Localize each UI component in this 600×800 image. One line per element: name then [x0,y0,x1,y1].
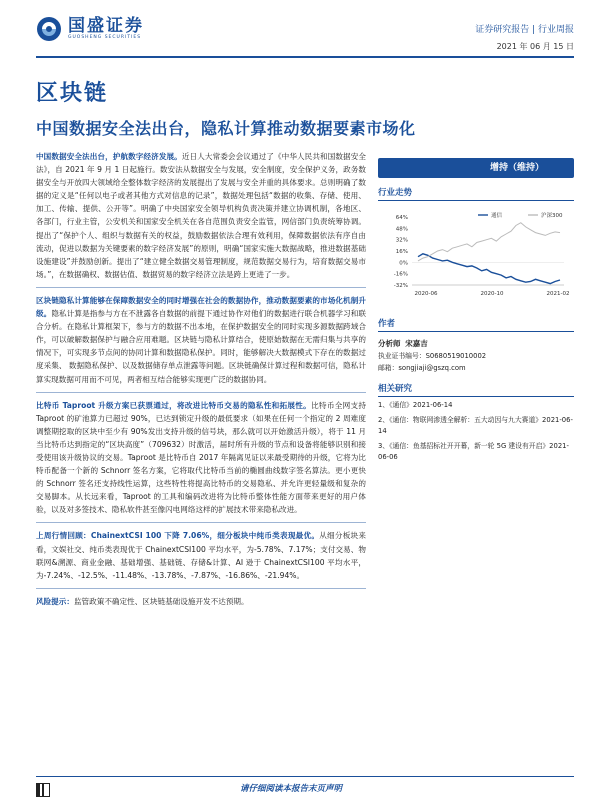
y-tick-label: 32% [395,237,408,244]
footer-divider [36,776,574,777]
related-item[interactable]: 3、《通信：鱼基招标社开开幕，新一轮 5G 建设有开启》2021-06-06 [378,441,569,461]
report-type: 证券研究报告 | 行业周报 [475,25,574,35]
header-divider [36,56,574,58]
trend-chart-svg [378,209,574,301]
paragraph-body: 比特币全网支持 Taproot 的矿池算力已超过 90%，已达到锁定升级的最低要求（如果在任何一个指定的 2 周难度调整期挖取的区块中至少有 90%发出支持升级的信号块，那么就可以开始激活升级），将于 11 月当比特币达到指定的“区块高度”（709632）时激活，届时所有升级的节点和设备将能够识别和接受使用该升级协议的交易。Taproot 是比特币自 2017 年隔离见证以来最受期待的升级，它将为比特币配备一个新的 Schnorr 签名方案，它将取代比特币当前的椭圆曲线数字签名算法。更小更快的 Schnorr 签名还支持线性运算，这些特性将提高比特币的交易隐私、并允许更轻量级和复杂的交易脚本。从长远来看，Taproot 的工具和编码改进将为比特币整体性能方面带来更好的用户体验，以及对多签技术、隐私软件甚至像闪电网络这样的扩展技术带来隐私改进。 [36,400,366,515]
paragraph-lead: 区块链隐私计算能够在保障数据安全的同时增强在社会的数据协作，推动数据要素的市场化机制升级。 [36,295,366,319]
trend-chart [378,209,574,301]
paragraph-risk [36,595,366,608]
page-header [0,0,600,58]
paragraph-taproot [36,399,366,517]
paragraph-body: 近日人大常委会会议通过了《中华人民共和国数据安全法》，自 2021 年 9 月 1 日起施行。数安法从数据安全与发展，安全制度，安全保护义务，政务数据安全与开放四大领域给全整体数字经济的发展提出了发展与安全并重的具体要求。总则明确了数据的定义是“任何以电子或者其他方式对信息的记录”，数据处理包括“数据的收集、存储、使用、加工、传输、提供、公开等”。明确了中央国家安全领导机构负责决策并建立协调机制，各地区、各部门，行业主管，公安机关和国家安全机关在各自范围负责安全监管，网信部门负责统筹协调。提出了“保护个人、组织与数据有关的权益，鼓励数据依法合理有效利用，保障数据依法有序自由流动，促进以数据为关键要素的数字经济发展”的原则，明确“国家实施大数据战略，推进数据基础设施建设”并鼓励创新。提出了“建立健全数据交易管理制度，规范数据交易行为，培育数据交易市场。”，在数据确权、数据估值、数据贸易的数字经济立法是跨上更进了一步。 [36,152,367,279]
legend-label: 通信 [491,213,503,219]
report-title: 中国数据安全法出台，隐私计算推动数据要素市场化 [36,119,416,138]
rating-badge: 增持（维持） [378,158,574,178]
related-section-title: 相关研究 [378,382,574,397]
analyst-label: 分析师 [378,339,401,348]
divider [36,522,366,523]
analyst-line [378,338,574,350]
related-item[interactable]: 2、《通信：物联网渗透全解析：五大动因与九大赛道》2021-06-14 [378,415,573,435]
paragraph-body: 从细分板块来看，文娱社交、纯币类表现优于 ChainextCSI100 平均水平，为-5.78%、7.17%；支付交易、物联网&溯源、商业金融、基础增强、基础链、存储&计算、AI 逊于 ChainextCSI100 平均水平，为-7.24%、-12.5%、-11.48%、-13.78%、-7.87%、-16.86%、-21.94%。 [36,531,366,580]
divider [36,392,366,393]
trend-section-title: 行业走势 [378,186,574,201]
logo-name-cn: 国盛证券 [68,16,144,36]
industry-name: 区块链 [36,80,109,106]
y-tick-label: 48% [395,226,408,233]
paragraph-lead: 比特币 Taproot 升级方案已获票通过，将改进比特币交易的隐私性和拓展性。 [36,400,312,410]
author-section-title: 作者 [378,317,574,332]
paragraph-body: 隐私计算是指参与方在不泄露各自数据的前提下通过协作对他们的数据进行联合机器学习和联合分析。在隐私计算框架下，参与方的数据不出本地，在保护数据安全的同时实现多源数据跨域合作，可以破解数据保护与融合应用难题。区块链与隐私计算结合，使原始数据在无需归集与共享的情况下，可实现多节点间的协同计算和数据隐私保护。同时，能够解决大数据模式下存在的数据过度采集、 数据隐私保护、以及数据储存单点泄露等问题。区块链确保计算过程和数据可信，隐私计算实现数据可用而不可见，两者相互结合能够实现更广泛的数据协同。 [36,309,367,384]
sidebar [378,150,574,464]
y-tick-label: 0% [399,260,408,267]
y-tick-label: 16% [395,249,408,255]
y-tick-label: -16% [393,271,408,278]
qr-code-icon [36,783,50,797]
y-tick-label: 64% [395,215,408,221]
x-tick-label: 2020-10 [480,291,504,297]
analyst-name: 宋嘉吉 [405,339,428,348]
logo-icon [36,16,62,42]
paragraph-market-review [36,529,366,581]
email[interactable]: 邮箱：songjiaji@gszq.com [378,364,466,372]
series-line-telecom [418,254,560,284]
paragraph-privacy-computing [36,294,366,386]
y-tick-label: -32% [393,283,408,289]
paragraph-lead: 中国数据安全法出台，护航数字经济发展。 [36,152,182,161]
main-column [36,150,366,608]
company-logo [36,16,144,42]
x-tick-label: 2021-02 [546,291,570,297]
risk-body: 监管政策不确定性、区块链基础设施开发不达预期。 [73,596,249,606]
paragraph-lead: 上周行情回顾：ChainextCSI 100 下降 7.06%，细分板块中纯币类表现最优。 [36,531,320,541]
series-line-csi300 [418,223,560,261]
divider [36,287,366,288]
cert-number: 执业证书编号：S0680519010002 [378,352,487,360]
logo-name-en: GUOSHENG SECURITIES [68,35,142,40]
paragraph-data-security-law [36,150,366,281]
report-date: 2021 年 06 月 15 日 [496,42,574,51]
x-tick-label: 2020-06 [414,291,438,297]
legend-label: 沪深300 [541,213,563,219]
related-item[interactable]: 1、《通信》2021-06-14 [378,401,453,409]
footer-disclaimer: 请仔细阅读本报告末页声明 [240,784,343,794]
risk-label: 风险提示： [36,596,74,606]
divider [36,588,366,589]
